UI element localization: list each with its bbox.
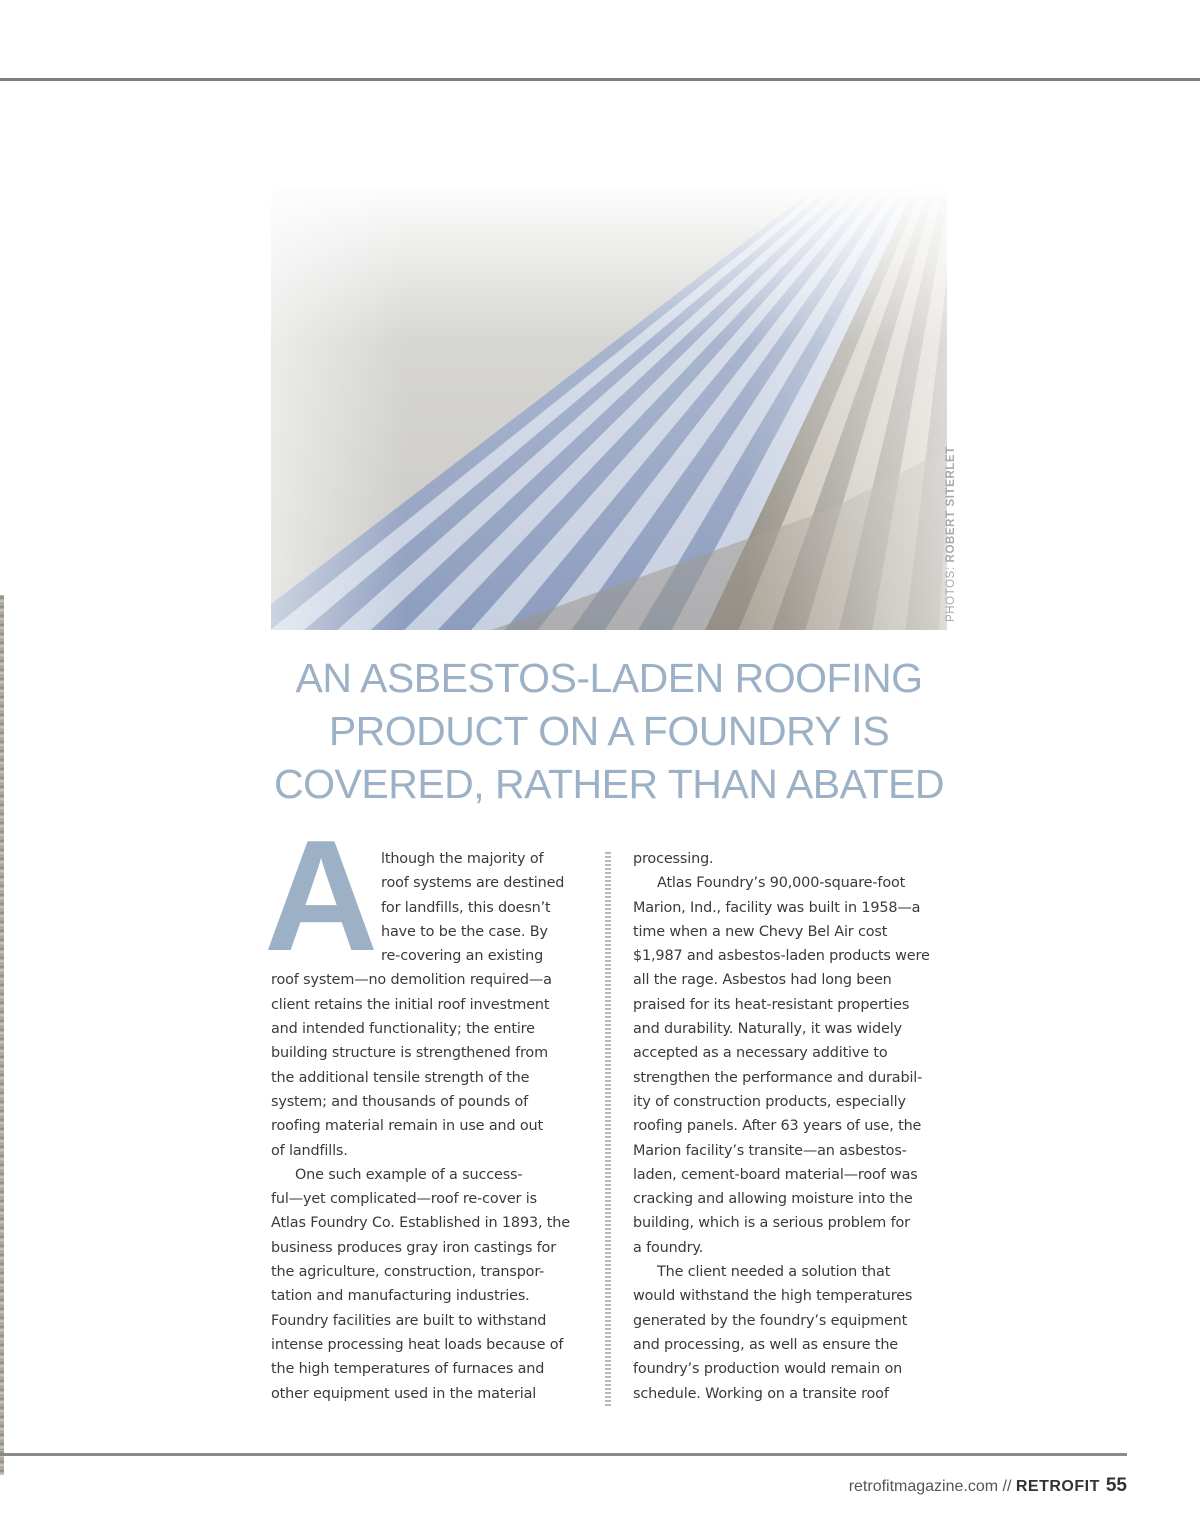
body-text-line: for landfills, this doesn’t xyxy=(381,899,551,916)
body-text-line: other equipment used in the material xyxy=(271,1385,537,1402)
body-text-line: time when a new Chevy Bel Air cost xyxy=(633,923,888,940)
page-footer xyxy=(849,1475,1127,1497)
body-column-left xyxy=(271,847,583,1406)
body-text-line: a foundry. xyxy=(633,1239,704,1256)
photo-credit-name: ROBERT SITERLET xyxy=(945,446,957,563)
body-text-line: Atlas Foundry’s 90,000-square-foot xyxy=(657,875,906,892)
page-number: 55 xyxy=(1105,1475,1127,1496)
photo-credit-prefix: PHOTOS: xyxy=(945,562,957,622)
body-text-line: tation and manufacturing industries. xyxy=(271,1288,530,1305)
body-text-line: the agriculture, construction, transpor- xyxy=(271,1264,545,1281)
column-divider xyxy=(605,852,611,1406)
body-text-line: ful—yet complicated—roof re-cover is xyxy=(271,1191,537,1208)
body-text-line: and processing, as well as ensure the xyxy=(633,1336,899,1353)
body-text-line: Marion facility’s transite—an asbestos- xyxy=(633,1142,907,1159)
body-text-line: praised for its heat-resistant properties xyxy=(633,996,910,1013)
body-text-line: Foundry facilities are built to withstand xyxy=(271,1312,547,1329)
body-text-line: processing. xyxy=(633,851,714,867)
body-text-line: ity of construction products, especially xyxy=(633,1093,906,1110)
body-text-line: have to be the case. By xyxy=(381,923,548,940)
body-text-line: Marion, Ind., facility was built in 1958—a xyxy=(633,899,921,916)
top-rule xyxy=(0,78,1200,81)
footer-website: retrofitmagazine.com xyxy=(848,1478,999,1495)
body-text-line: would withstand the high temperatures xyxy=(633,1288,913,1305)
photo-credit xyxy=(942,382,960,622)
body-text-line: building structure is strengthened from xyxy=(271,1045,548,1062)
article-headline xyxy=(271,652,947,811)
body-text-line: foundry’s production would remain on xyxy=(633,1361,903,1378)
headline-line-2: PRODUCT ON A FOUNDRY IS xyxy=(328,708,890,754)
body-text-line: and intended functionality; the entire xyxy=(271,1021,535,1038)
body-text-line: of landfills. xyxy=(271,1142,348,1159)
facing-page-edge xyxy=(0,595,4,1475)
body-text-line: $1,987 and asbestos-laden products were xyxy=(633,948,930,965)
body-text-line: all the rage. Asbestos had long been xyxy=(633,972,892,989)
body-text-line: schedule. Working on a transite roof xyxy=(633,1385,889,1402)
headline-line-1: AN ASBESTOS-LADEN ROOFING xyxy=(295,655,923,701)
body-text-line: roofing panels. After 63 years of use, the xyxy=(633,1118,922,1135)
footer-magazine-name: RETROFIT xyxy=(1015,1478,1100,1495)
body-text-line: re-covering an existing xyxy=(381,948,544,965)
body-text-line: and durability. Naturally, it was widely xyxy=(633,1021,902,1038)
body-text-line: roofing material remain in use and out xyxy=(271,1118,543,1135)
body-text-line: intense processing heat loads because of xyxy=(271,1336,564,1353)
body-text-line: roof systems are destined xyxy=(381,875,565,892)
body-column-right xyxy=(633,847,949,1406)
body-text-line: building, which is a serious problem for xyxy=(633,1215,910,1232)
footer-separator: // xyxy=(998,1478,1016,1495)
roof-photo xyxy=(271,189,947,630)
body-text-line: strengthen the performance and durabil- xyxy=(633,1069,923,1086)
body-text-line: generated by the foundry’s equipment xyxy=(633,1312,908,1329)
body-text-line: roof system—no demolition required—a xyxy=(271,972,552,989)
drop-cap: A xyxy=(264,808,379,984)
body-text-line: the high temperatures of furnaces and xyxy=(271,1361,545,1378)
headline-line-3: COVERED, RATHER THAN ABATED xyxy=(274,761,944,807)
body-text-line: accepted as a necessary additive to xyxy=(633,1045,888,1062)
body-text-line: client retains the initial roof investment xyxy=(271,996,550,1013)
body-text-line: laden, cement-board material—roof was xyxy=(633,1166,918,1183)
body-text-line: lthough the majority of xyxy=(381,851,544,867)
body-text-line: system; and thousands of pounds of xyxy=(271,1093,529,1110)
body-text-line: The client needed a solution that xyxy=(657,1264,891,1281)
body-text-line: the additional tensile strength of the xyxy=(271,1069,530,1086)
bottom-rule xyxy=(0,1453,1127,1456)
body-text-line: business produces gray iron castings for xyxy=(271,1239,556,1256)
body-text-line: cracking and allowing moisture into the xyxy=(633,1191,913,1208)
body-text-line: One such example of a success- xyxy=(295,1166,523,1183)
body-text-line: Atlas Foundry Co. Established in 1893, the xyxy=(271,1215,570,1232)
